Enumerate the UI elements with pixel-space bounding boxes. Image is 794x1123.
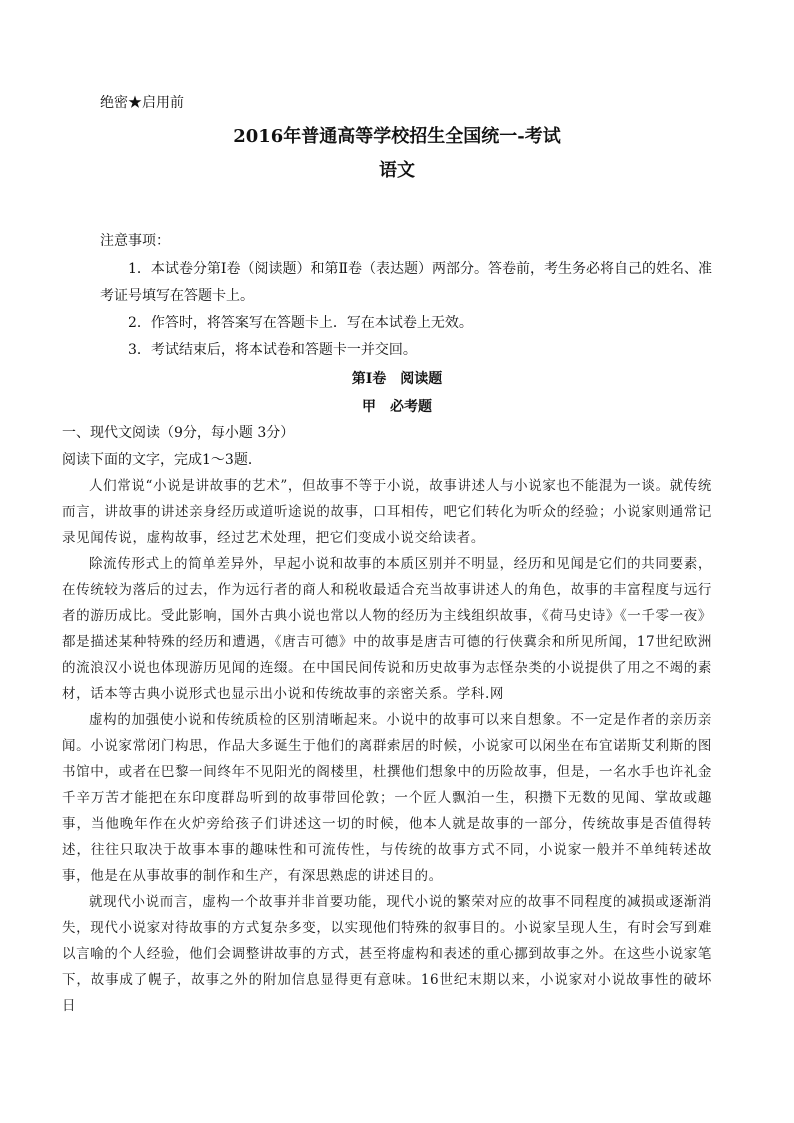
passage-paragraph: 虚构的加强使小说和传统质检的区别清晰起来。小说中的故事可以来自想象。不一定是作者的亲历亲闻。小说家常闭门构思，作品大多诞生于他们的离群索居的时候，小说家可以闲坐在布宜诺斯艾利斯的图书馆中，或者在巴黎一间终年不见阳光的阁楼里，杜撰他们想象中的历险故事，但是，一名水手也许礼金千辛万苦才能把在东印度群岛听到的故事带回伦敦；一个匠人飘泊一生，积攒下无数的见闻、掌故或趣事，当他晚年作在火炉旁给孩子们讲述这一切的时候，他本人就是故事的一部分，传统故事是否值得转述，往往只取决于故事本事的趣味性和可流传性，与传统的故事方式不同，小说家一般并不单纯转述故事，他是在从事故事的制作和生产，有深思熟虑的讲述目的。 [62,712,712,884]
reading-passage [62,473,712,1019]
notice-list [100,256,712,364]
subject-title: 语文 [379,160,415,181]
instruction-text: 阅读下面的文字，完成1～3题． [62,452,262,468]
question-intro [62,420,712,474]
notice-heading: 注意事项： [100,233,170,249]
part-title: 一、现代文阅读（9分，每小题 3分） [62,425,295,441]
notice-item: 3．考试结束后，将本试卷和答题卡一并交回。 [128,342,417,358]
notice-item: 1．本试卷分第Ⅰ卷（阅读题）和第Ⅱ卷（表达题）两部分。答卷前，考生务必将自己的姓名、准考证号填写在答题卡上。 [100,261,712,304]
passage-paragraph: 就现代小说而言，虚构一个故事并非首要功能，现代小说的繁荣对应的故事不同程度的减损或逐渐消失，现代小说家对待故事的方式复杂多变，以实现他们特殊的叙事目的。小说家呈现人生，有时会写到难以言喻的个人经验，他们会调整讲故事的方式，甚至将虚构和表述的重心挪到故事之外。在这些小说家笔下，故事成了幌子，故事之外的附加信息显得更有意味。16世纪末期以来，小说家对小说故事性的破坏日 [62,894,712,1014]
volume-heading: 第Ⅰ卷 阅读题 [351,371,443,387]
confidential-label: 绝密★启用前 [100,95,184,111]
exam-title: 2016年普通高等学校招生全国统一-考试 [233,126,561,147]
section-heading: 甲 必考题 [362,399,432,415]
notice-item: 2．作答时，将答案写在答题卡上．写在本试卷上无效。 [128,315,473,331]
passage-paragraph: 人们常说“小说是讲故事的艺术”，但故事不等于小说，故事讲述人与小说家也不能混为一谈。就传统而言，讲故事的讲述亲身经历或道听途说的故事，口耳相传，吧它们转化为听众的经验；小说家则通常记录见闻传说，虚构故事，经过艺术处理，把它们变成小说交给读者。 [62,478,712,546]
passage-paragraph: 除流传形式上的简单差异外，早起小说和故事的本质区别并不明显，经历和见闻是它们的共同要素，在传统较为落后的过去，作为远行者的商人和税收最适合充当故事讲述人的角色，故事的丰富程度与远行者的游历成比。受此影响，国外古典小说也常以人物的经历为主线组织故事，《荷马史诗》《一千零一夜》都是描述某种特殊的经历和遭遇，《唐吉可德》中的故事是唐吉可德的行侠冀余和所见所闻，17世纪欧洲的流浪汉小说也体现游历见闻的连缀。在中国民间传说和历史故事为志怪杂类的小说提供了用之不竭的素材，话本等古典小说形式也显示出小说和传统故事的亲密关系。学科.网 [62,556,712,702]
